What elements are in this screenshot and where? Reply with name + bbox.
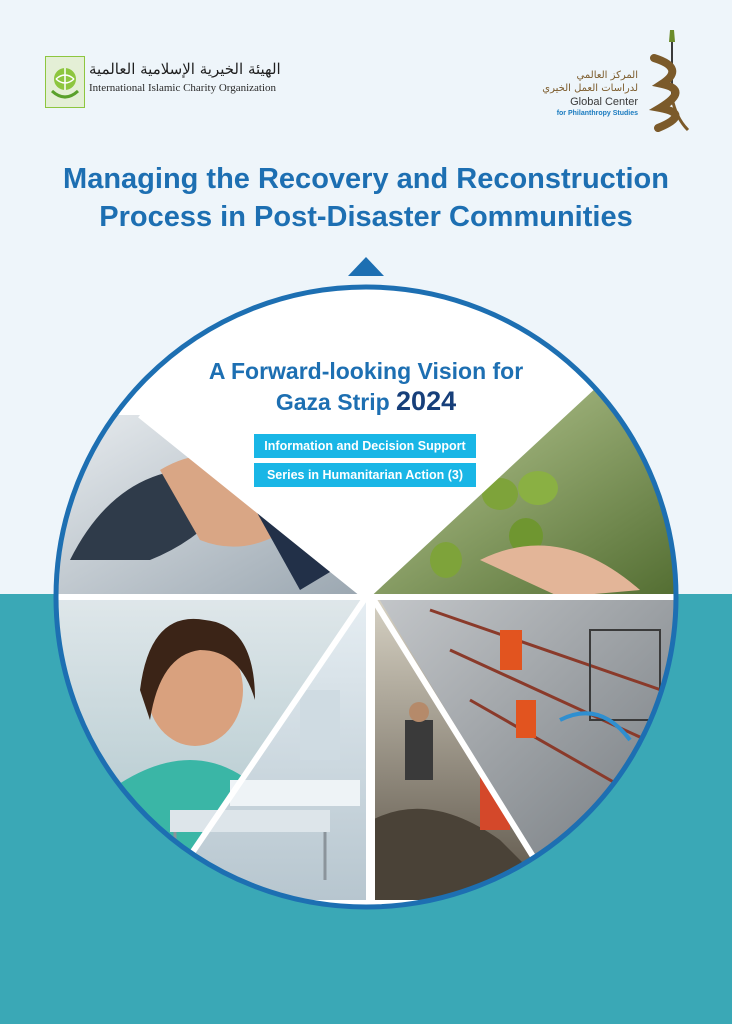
series-label-line-2: Series in Humanitarian Action (3) bbox=[254, 463, 476, 487]
subtitle-year: 2024 bbox=[396, 386, 457, 416]
subtitle-place: Gaza Strip bbox=[275, 389, 397, 415]
gcps-arabic-line2: لدراسات العمل الخيري bbox=[542, 83, 638, 94]
subtitle-line-2 bbox=[0, 386, 732, 417]
iico-english-name: International Islamic Charity Organization bbox=[89, 82, 277, 94]
gcps-arabic-line1: المركز العالمي bbox=[576, 70, 638, 81]
title-line-2: Process in Post-Disaster Communities bbox=[99, 201, 633, 233]
gcps-english-line2: for Philanthropy Studies bbox=[556, 110, 638, 117]
iico-arabic-name: الهيئة الخيرية الإسلامية العالمية bbox=[89, 60, 281, 78]
series-label-line-1: Information and Decision Support bbox=[254, 434, 476, 458]
subtitle-line-1: A Forward-looking Vision for bbox=[208, 358, 524, 384]
cover-subtitle bbox=[0, 356, 732, 417]
triangle-pointer bbox=[348, 257, 384, 276]
gcps-english-line1: Global Center bbox=[570, 96, 638, 108]
title-line-1: Managing the Recovery and Reconstruction bbox=[63, 163, 669, 195]
